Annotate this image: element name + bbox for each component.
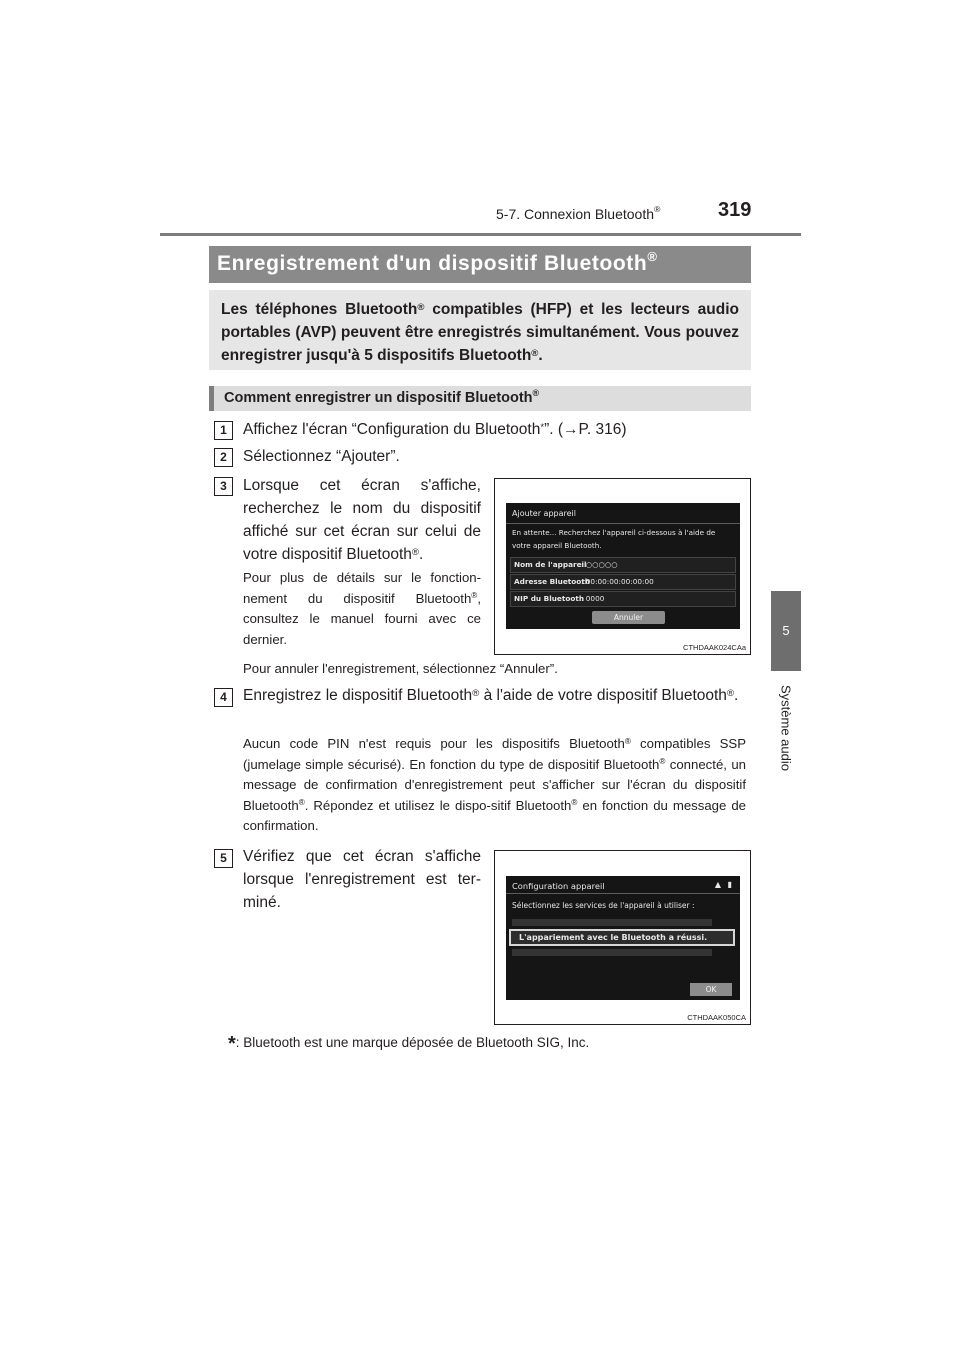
section-title: Enregistrement d'un dispositif Bluetooth® [217, 248, 658, 275]
ok-button[interactable]: OK [690, 983, 732, 996]
screen-device-setup [506, 876, 740, 1000]
step-2-text: Sélectionnez “Ajouter”. [243, 448, 400, 465]
figure-code: CTHDAAK024CAa [683, 643, 746, 652]
device-name-row [510, 557, 736, 573]
background-list-row [512, 949, 712, 956]
screen-subtitle: Sélectionnez les services de l'appareil à utiliser : [512, 901, 695, 910]
page-number: 319 [718, 199, 752, 221]
bluetooth-pin-label: NIP du Bluetooth [514, 594, 585, 603]
intro-text: Les téléphones Bluetooth® compatibles (HFP) et les lecteurs audio portables (AVP) peuvent être enregistrés simultanément. Vous pouvez enregistrer jusqu'à 5 dispositifs Bluetooth®. [221, 301, 739, 364]
bluetooth-address-value: : 00:00:00:00:00:00 [581, 577, 654, 586]
step-1-text: Affichez l'écran “Configuration du Bluetooth*”. (→P. 316) [243, 421, 627, 438]
header-rule [160, 233, 801, 236]
bluetooth-address-label: Adresse Bluetooth [514, 577, 590, 586]
chapter-tab-label: Système audio [778, 685, 794, 771]
screenshot-add-device [494, 478, 751, 655]
step-5-text: Vérifiez que cet écran s'affiche lorsque l'enregistrement est ter-miné. [243, 848, 481, 911]
chapter-tab: 5 [771, 591, 801, 671]
step-number-1: 1 [214, 421, 233, 440]
running-header-section: 5-7. Connexion Bluetooth® [496, 203, 661, 222]
bluetooth-address-row [510, 574, 736, 590]
footnote: *: Bluetooth est une marque déposée de Bluetooth SIG, Inc. [228, 1033, 590, 1055]
step-3-cancel-note: Pour annuler l'enregistrement, sélectionnez “Annuler”. [243, 661, 558, 676]
intro-box [209, 290, 751, 370]
screen-title: Configuration appareil [512, 881, 605, 891]
step-3-text: Lorsque cet écran s'affiche, recherchez le nom du dispositif affiché sur cet écran sur celui de votre dispositif Bluetooth®. [243, 477, 481, 563]
bluetooth-pin-value: : 0000 [581, 594, 605, 603]
pairing-success-dialog: L'appariement avec le Bluetooth a réussi. [509, 929, 735, 946]
step-number-3: 3 [214, 477, 233, 496]
subheading-bar [209, 386, 751, 411]
screen-title: Ajouter appareil [512, 509, 576, 518]
step-4-note: Aucun code PIN n'est requis pour les dispositifs Bluetooth® compatibles SSP (jumelage simple sécurisé). En fonction du type de dispositif Bluetooth® connecté, un message de confirmation d'enregistrement peut s'afficher sur l'écran du dispositif Bluetooth®. Répondez et utilisez le dispo-sitif Bluetooth® en fonction du message de confirmation. [243, 736, 746, 833]
subheading: Comment enregistrer un dispositif Bluetooth® [224, 387, 540, 406]
bluetooth-pin-row [510, 591, 736, 607]
screen-message: En attente... Recherchez l'appareil ci-dessous à l'aide de votre appareil Bluetooth. [512, 528, 716, 550]
step-number-4: 4 [214, 688, 233, 707]
step-number-5: 5 [214, 849, 233, 868]
device-name-label: Nom de l'appareil [514, 560, 587, 569]
screenshot-pairing-success [494, 850, 751, 1025]
step-number-2: 2 [214, 448, 233, 467]
screen-divider [506, 893, 740, 894]
background-list-row [512, 919, 712, 926]
section-title-bar [209, 246, 751, 283]
screen-add-device [506, 503, 740, 629]
step-3-note: Pour plus de détails sur le fonction-nement du dispositif Bluetooth®, consultez le manuel fourni avec ce dernier. [243, 570, 481, 647]
screen-divider [506, 523, 740, 524]
step-4-text: Enregistrez le dispositif Bluetooth® à l'aide de votre dispositif Bluetooth®. [243, 687, 739, 704]
figure-code: CTHDAAK050CA [687, 1013, 746, 1022]
status-icons: ▲ ▮ [714, 880, 734, 889]
device-name-value: : ○○○○○ [581, 560, 618, 569]
cancel-button[interactable]: Annuler [592, 611, 665, 624]
